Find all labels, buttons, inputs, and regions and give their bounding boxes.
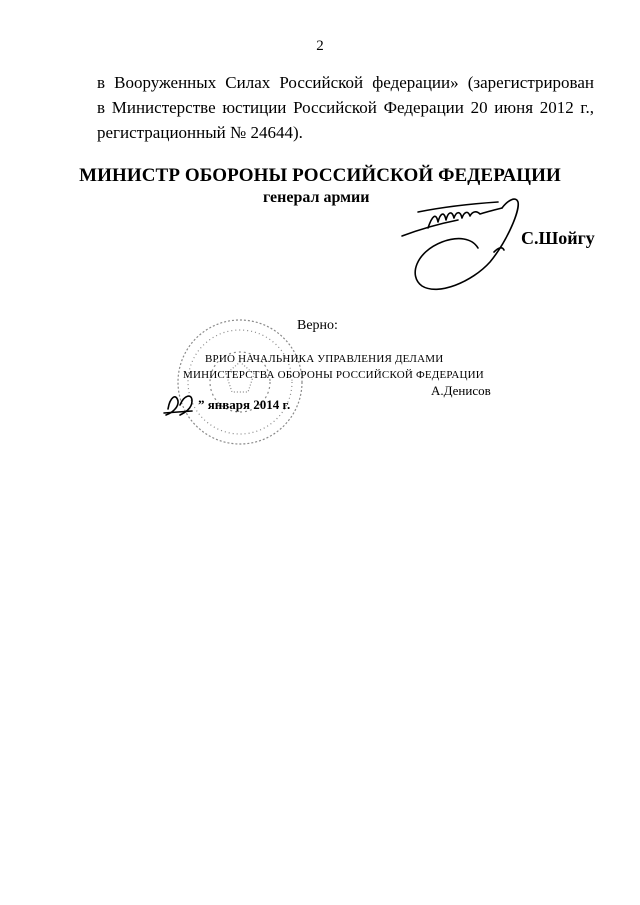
handwritten-signature-icon <box>398 190 538 305</box>
handwritten-day-icon <box>162 389 198 422</box>
certification-verno: Верно: <box>297 318 338 333</box>
body-line-1: в Вооруженных Силах Российской федерации» (зарегистрирован <box>97 73 594 92</box>
certification-date: ” января 2014 г. <box>198 397 291 412</box>
signatory-name: С.Шойгу <box>521 228 595 248</box>
page-number: 2 <box>316 38 324 54</box>
certification-name: А.Денисов <box>431 383 491 398</box>
body-line-3: регистрационный № 24644). <box>97 123 303 142</box>
certification-position-line-1: ВРИО НАЧАЛЬНИКА УПРАВЛЕНИЯ ДЕЛАМИ <box>205 353 444 365</box>
certification-position-line-2: МИНИСТЕРСТВА ОБОРОНЫ РОССИЙСКОЙ ФЕДЕРАЦИИ <box>183 369 484 381</box>
body-line-2: в Министерстве юстиции Российской Федерации 20 июня 2012 г., <box>97 98 594 117</box>
signatory-title: МИНИСТР ОБОРОНЫ РОССИЙСКОЙ ФЕДЕРАЦИИ <box>79 165 561 186</box>
official-stamp-icon <box>170 312 310 457</box>
signatory-rank: генерал армии <box>263 189 370 206</box>
body-paragraph <box>97 70 594 145</box>
